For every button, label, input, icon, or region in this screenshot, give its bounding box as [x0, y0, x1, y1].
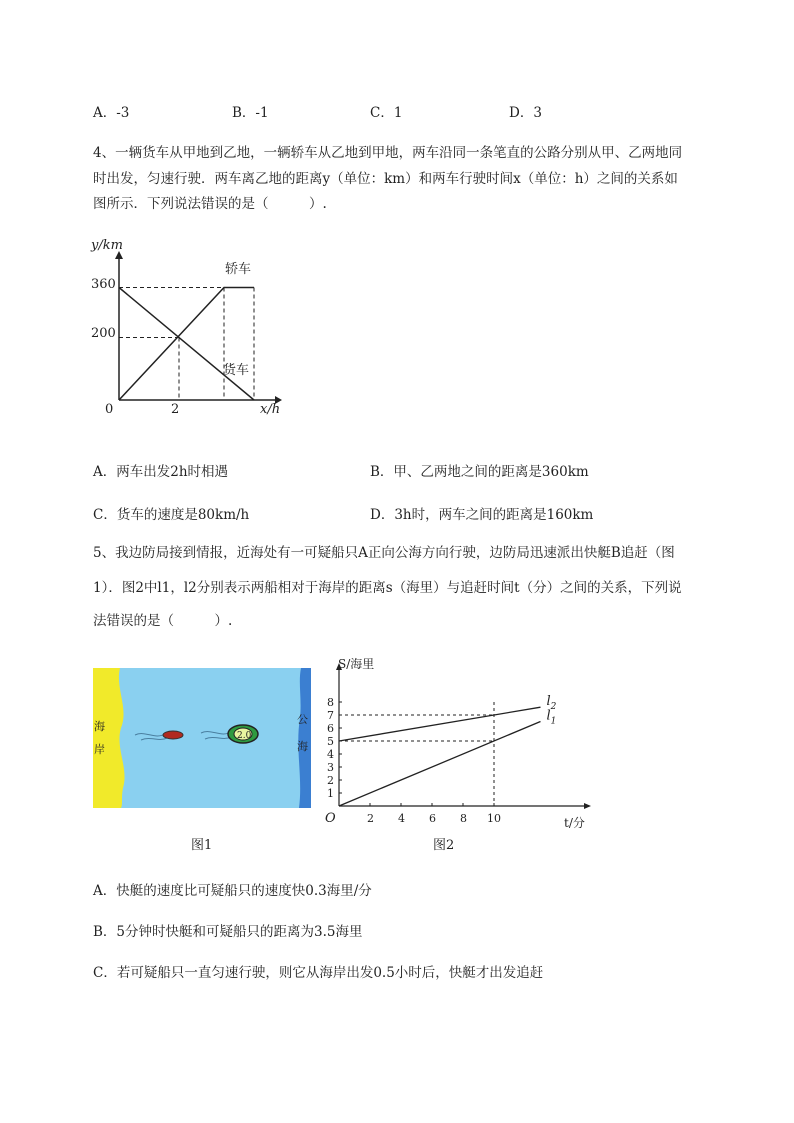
fig2-ytick-label: 8 — [327, 696, 334, 709]
fig2-ytick-label: 1 — [327, 787, 334, 800]
fig2-xtick-label: 4 — [398, 812, 405, 825]
fig2-series-label-l1: $l_1$ — [546, 708, 557, 727]
fig2-ytick-label: 3 — [327, 761, 334, 774]
q4-line-3: 图所示．下列说法错误的是（ ）. — [93, 196, 327, 212]
fig2-series-line-l2 — [339, 707, 541, 741]
fig2-ytick-label: 4 — [327, 748, 334, 761]
q4-ytick-360: 360 — [91, 277, 116, 292]
option-c: C．1 — [370, 105, 403, 121]
fig2-origin-label: O — [325, 811, 336, 826]
q4-line-2: 时出发，匀速行驶．两车离乙地的距离y（单位：km）和两车行驶时间x（单位：h）之间的关系如 — [93, 171, 678, 187]
q4-option-b: B．甲、乙两地之间的距离是360km — [370, 464, 589, 480]
figure-1-sea-illustration — [93, 668, 311, 808]
option-a: A．-3 — [93, 105, 130, 121]
figure-2-caption: 图2 — [433, 838, 455, 853]
fig2-xtick-label: 2 — [367, 812, 374, 825]
fig2-series-line-l1 — [339, 722, 541, 807]
fig2-ytick-label: 7 — [327, 709, 334, 722]
fig2-xtick-label: 10 — [487, 812, 501, 825]
q4-x-axis-label: x/h — [260, 402, 281, 417]
q4-series-line-1 — [119, 288, 254, 401]
open-sea-label-2: 海 — [297, 740, 308, 753]
q4-option-a: A．两车出发2h时相遇 — [93, 464, 229, 480]
q4-line-1: 4、一辆货车从甲地到乙地，一辆轿车从乙地到甲地，两车沿同一条笔直的公路分别从甲、乙两地同 — [93, 145, 683, 161]
q4-xtick-2: 2 — [171, 402, 180, 417]
fig2-ytick-label: 5 — [327, 735, 334, 748]
shore-label-2: 岸 — [94, 743, 105, 756]
q5-option-b: B．5分钟时快艇和可疑船只的距离为3.5海里 — [93, 924, 363, 940]
q5-option-a: A．快艇的速度比可疑船只的速度快0.3海里/分 — [93, 883, 372, 899]
figure-2-chart — [308, 655, 593, 830]
q5-line-3: 法错误的是（ ）. — [93, 613, 233, 629]
q5-line-1: 5、我边防局接到情报，近海处有一可疑船只A正向公海方向行驶，边防局迅速派出快艇B追赶（图 — [93, 545, 675, 561]
fig2-series-label-l2: $l_2$ — [546, 694, 557, 713]
fig2-xtick-label: 8 — [460, 812, 467, 825]
q4-series-label-car: 轿车 — [225, 262, 252, 277]
q4-series-label-truck: 货车 — [223, 363, 250, 378]
figure-1-caption: 图1 — [191, 838, 213, 853]
sea-area — [93, 668, 311, 808]
q5-line-2: 1）．图2中l1，l2分别表示两船相对于海岸的距离s（海里）与追赶时间t（分）之间的关系，下列说 — [93, 580, 682, 596]
q4-ytick-200: 200 — [91, 326, 116, 341]
q4-chart — [85, 235, 305, 425]
q4-origin-label: 0 — [105, 402, 114, 417]
q4-option-d: D．3h时，两车之间的距离是160km — [370, 507, 594, 523]
fig2-x-axis-label: t/分 — [564, 816, 585, 830]
q5-option-c: C．若可疑船只一直匀速行驶，则它从海岸出发0.5小时后，快艇才出发追赶 — [93, 965, 544, 981]
fig2-x-axis-arrow — [584, 803, 591, 809]
q4-option-c: C．货车的速度是80km/h — [93, 507, 250, 523]
open-sea-label-1: 公 — [297, 713, 308, 726]
fig2-xtick-label: 6 — [429, 812, 436, 825]
fig2-ytick-label: 6 — [327, 722, 334, 735]
ship-number: 2.0 — [237, 731, 252, 741]
option-d: D．3 — [509, 105, 542, 121]
fig2-y-axis-label: S/海里 — [338, 657, 375, 671]
fig2-ytick-label: 2 — [327, 774, 334, 787]
shore-label-1: 海 — [94, 720, 105, 733]
option-b: B．-1 — [232, 105, 269, 121]
q4-y-axis-label: y/km — [91, 238, 123, 253]
